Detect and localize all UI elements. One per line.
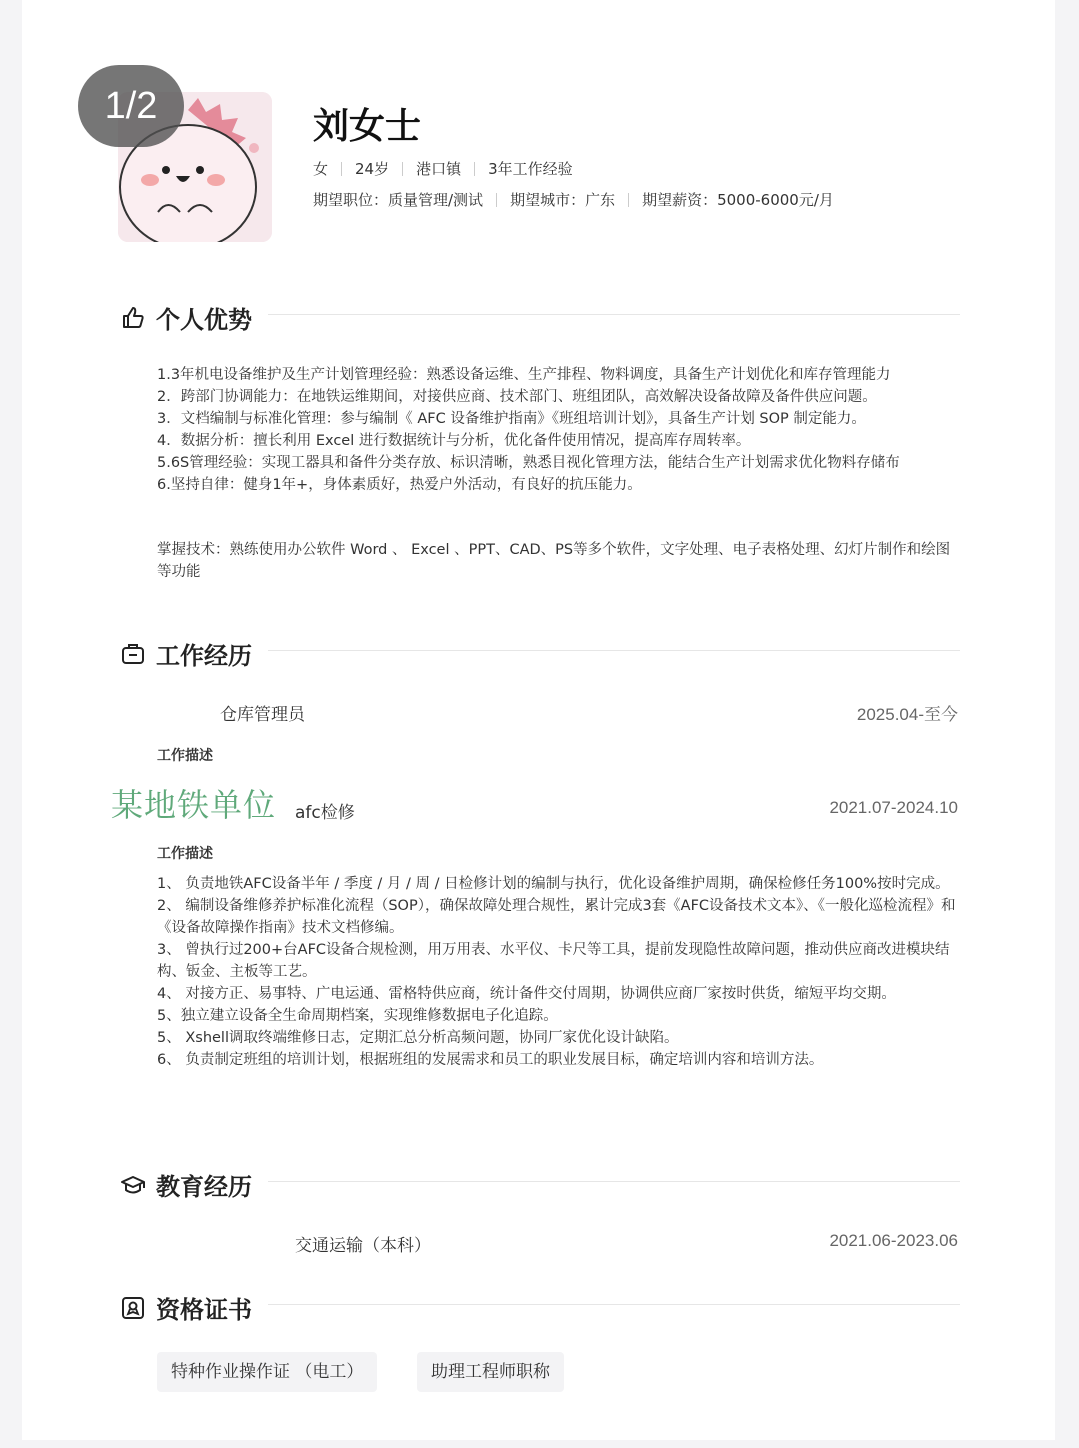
section-title: 教育经历: [156, 1173, 252, 1201]
section-advantages: [120, 300, 252, 335]
divider: [628, 193, 629, 207]
candidate-name: 刘女士: [313, 105, 422, 147]
list-item: 2、 编制设备维修养护标准化流程（SOP），确保故障处理合规性，累计完成3套《AFC设备技术文本》、《一般化巡检流程》和《设备故障操作指南》技术文档修编。: [157, 898, 956, 936]
desired-city: 期望城市：广东: [510, 191, 616, 209]
job-date: 2025.04-至今: [856, 705, 958, 724]
list-item: 5.6S管理经验：实现工器具和备件分类存放、标识清晰，熟悉目视化管理方法，能结合生产计划需求优化物料存储布: [157, 455, 900, 471]
desired-salary: 期望薪资：5000-6000元/月: [642, 191, 834, 209]
divider: [341, 162, 342, 176]
briefcase-icon: [120, 641, 146, 667]
list-item: 6.坚持自律：健身1年+，身体素质好，热爱户外活动，有良好的抗压能力。: [157, 477, 642, 493]
advantages-list: [157, 364, 963, 496]
section-education: [120, 1167, 252, 1202]
section-title: 工作经历: [156, 642, 252, 670]
basic-info: [313, 158, 573, 179]
desired-position: 期望职位：质量管理/测试: [313, 191, 484, 209]
job-expectation: [313, 189, 834, 210]
skills-text: [157, 539, 957, 583]
list-item: 2．跨部门协调能力：在地铁运维期间，对接供应商、技术部门、班组团队，高效解决设备故障及备件供应问题。: [157, 389, 877, 405]
divider: [474, 162, 475, 176]
section-divider: [268, 314, 960, 315]
experience: 3年工作经验: [488, 160, 573, 178]
list-item: 5、独立建立设备全生命周期档案，实现维修数据电子化追踪。: [157, 1008, 558, 1024]
certificate-icon: [120, 1295, 146, 1321]
list-item: 1、 负责地铁AFC设备半年 / 季度 / 月 / 周 / 日检修计划的编制与执行，优化设备维护周期，确保检修任务100%按时完成。: [157, 876, 950, 892]
list-item: 6、 负责制定班组的培训计划，根据班组的发展需求和员工的职业发展目标，确定培训内容和培训方法。: [157, 1052, 824, 1068]
section-divider: [268, 1304, 960, 1305]
graduation-cap-icon: [120, 1172, 146, 1198]
divider: [496, 193, 497, 207]
list-item: 1.3年机电设备维护及生产计划管理经验：熟悉设备运维、生产排程、物料调度，具备生产计划优化和库存管理能力: [157, 367, 891, 383]
certificate-tag: 助理工程师职称: [417, 1352, 564, 1392]
page-indicator: 1/2: [78, 65, 184, 147]
job-description-label: 工作描述: [157, 846, 213, 862]
section-certificates: [120, 1290, 252, 1325]
section-title: 资格证书: [156, 1296, 252, 1324]
education-date: 2021.06-2023.06: [829, 1231, 958, 1250]
company-name: 某地铁单位: [111, 786, 277, 824]
list-item: 5、 Xshell调取终端维修日志，定期汇总分析高频问题，协同厂家优化设计缺陷。: [157, 1030, 679, 1046]
section-divider: [268, 1181, 960, 1182]
list-item: 4．数据分析：擅长利用 Excel 进行数据统计与分析，优化备件使用情况，提高库存周转率。: [157, 433, 751, 449]
list-item: 4、 对接方正、易事特、广电运通、雷格特供应商，统计备件交付周期，协调供应商厂家按时供货，缩短平均交期。: [157, 986, 896, 1002]
section-title: 个人优势: [156, 306, 252, 334]
section-work: [120, 636, 252, 671]
job-title: afc检修: [295, 803, 355, 823]
certificate-tag: 特种作业操作证 （电工）: [157, 1352, 377, 1392]
thumbs-up-icon: [120, 305, 146, 331]
job-description-list: [157, 873, 957, 1071]
skills: 掌握技术：熟练使用办公软件 Word 、 Excel 、PPT、CAD、PS等多个软件，文字处理、电子表格处理、幻灯片制作和绘图等功能: [157, 542, 951, 580]
education-major: 交通运输（本科）: [295, 1236, 431, 1256]
section-divider: [268, 650, 960, 651]
job-date: 2021.07-2024.10: [829, 798, 958, 817]
job-title: 仓库管理员: [220, 705, 305, 725]
divider: [402, 162, 403, 176]
job-description-label: 工作描述: [157, 748, 213, 764]
list-item: 3．文档编制与标准化管理：参与编制《 AFC 设备维护指南》《班组培训计划》，具备生产计划 SOP 制定能力。: [157, 411, 866, 427]
gender: 女: [313, 160, 329, 178]
list-item: 3、 曾执行过200+台AFC设备合规检测，用万用表、水平仪、卡尺等工具，提前发现隐性故障问题，推动供应商改进模块结构、钣金、主板等工艺。: [157, 942, 950, 980]
age: 24岁: [355, 160, 390, 178]
location: 港口镇: [416, 160, 462, 178]
